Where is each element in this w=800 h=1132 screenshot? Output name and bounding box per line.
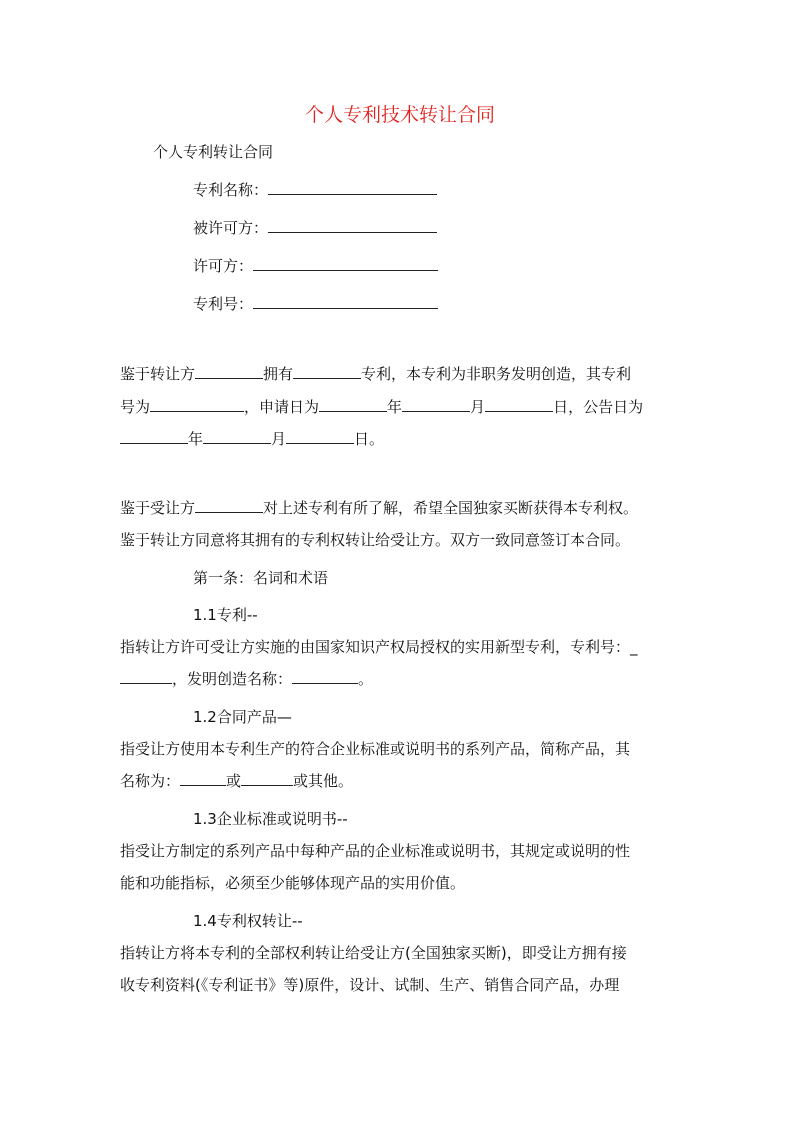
blank-licensee bbox=[268, 218, 437, 233]
section-1-3-line2: 能和功能指标，必须至少能够体现产品的实用价值。 bbox=[120, 874, 466, 892]
text: 月 bbox=[271, 430, 287, 448]
text: 拥有 bbox=[263, 365, 294, 383]
section-1-4-line2: 收专利资料(《专利证书》等)原件，设计、试制、生产、销售合同产品，办理 bbox=[120, 976, 620, 994]
section-1-1-heading: 1.1专利-- bbox=[193, 606, 258, 624]
text: 鉴于转让方 bbox=[120, 365, 196, 383]
blank bbox=[180, 771, 226, 786]
blank-licensor bbox=[253, 256, 438, 271]
blank bbox=[292, 669, 358, 684]
text: ，发明创造名称： bbox=[172, 670, 293, 688]
text: 或 bbox=[226, 772, 242, 790]
field-label-licensee: 被许可方： bbox=[193, 219, 269, 237]
blank bbox=[286, 429, 354, 444]
text: 年 bbox=[188, 430, 204, 448]
section-1-2-line2 bbox=[120, 770, 690, 792]
text: ，申请日为 bbox=[244, 398, 320, 416]
field-patent-name bbox=[193, 179, 437, 201]
text: 鉴于受让方 bbox=[120, 499, 196, 517]
text: 或其他。 bbox=[293, 772, 354, 790]
article-1-heading: 第一条：名词和术语 bbox=[193, 569, 329, 587]
section-1-3-line1: 指受让方制定的系列产品中每种产品的企业标准或说明书，其规定或说明的性 bbox=[120, 842, 631, 860]
text: 对上述专利有所了解，希望全国独家买断获得本专利权。 bbox=[263, 499, 639, 517]
section-1-2-heading: 1.2合同产品— bbox=[193, 708, 292, 726]
blank bbox=[293, 364, 361, 379]
p2-line1 bbox=[120, 497, 690, 519]
text: 月 bbox=[470, 398, 486, 416]
section-1-4-heading: 1.4专利权转让-- bbox=[193, 912, 303, 930]
blank bbox=[120, 429, 188, 444]
blank bbox=[402, 397, 470, 412]
text: 年 bbox=[387, 398, 403, 416]
blank bbox=[319, 397, 387, 412]
document-title: 个人专利技术转让合同 bbox=[304, 104, 495, 126]
field-label-patent-name: 专利名称： bbox=[193, 181, 269, 199]
text: 专利，本专利为非职务发明创造，其专利 bbox=[361, 365, 632, 383]
blank-patent-name bbox=[268, 180, 437, 195]
blank-patent-no bbox=[253, 294, 438, 309]
section-1-1-line1: 指转让方许可受让方实施的由国家知识产权局授权的实用新型专利，专利号：_ bbox=[120, 638, 638, 656]
field-patent-no bbox=[193, 293, 438, 315]
blank bbox=[485, 397, 553, 412]
field-label-patent-no: 专利号： bbox=[193, 295, 254, 313]
blank bbox=[241, 771, 293, 786]
section-1-2-line1: 指受让方使用本专利生产的符合企业标准或说明书的系列产品，简称产品，其 bbox=[120, 740, 631, 758]
p1-line2 bbox=[120, 396, 690, 418]
field-licensee bbox=[193, 217, 437, 239]
section-1-1-line2 bbox=[120, 668, 690, 690]
blank bbox=[120, 669, 172, 684]
blank bbox=[195, 364, 263, 379]
text: 号为 bbox=[120, 398, 151, 416]
p2-line2: 鉴于转让方同意将其拥有的专利权转让给受让方。双方一致同意签订本合同。 bbox=[120, 531, 631, 549]
field-label-licensor: 许可方： bbox=[193, 257, 254, 275]
text: 。 bbox=[358, 670, 374, 688]
field-licensor bbox=[193, 255, 438, 277]
blank bbox=[150, 397, 244, 412]
text: 日，公告日为 bbox=[553, 398, 644, 416]
text: 日。 bbox=[354, 430, 385, 448]
blank bbox=[195, 498, 263, 513]
subtitle: 个人专利转让合同 bbox=[153, 143, 274, 161]
section-1-3-heading: 1.3企业标准或说明书-- bbox=[193, 810, 348, 828]
p1-line1 bbox=[120, 363, 690, 385]
blank bbox=[203, 429, 271, 444]
p1-line3 bbox=[120, 428, 690, 450]
text: 名称为： bbox=[120, 772, 181, 790]
section-1-4-line1: 指转让方将本专利的全部权利转让给受让方(全国独家买断)，即受让方拥有接 bbox=[120, 944, 627, 962]
